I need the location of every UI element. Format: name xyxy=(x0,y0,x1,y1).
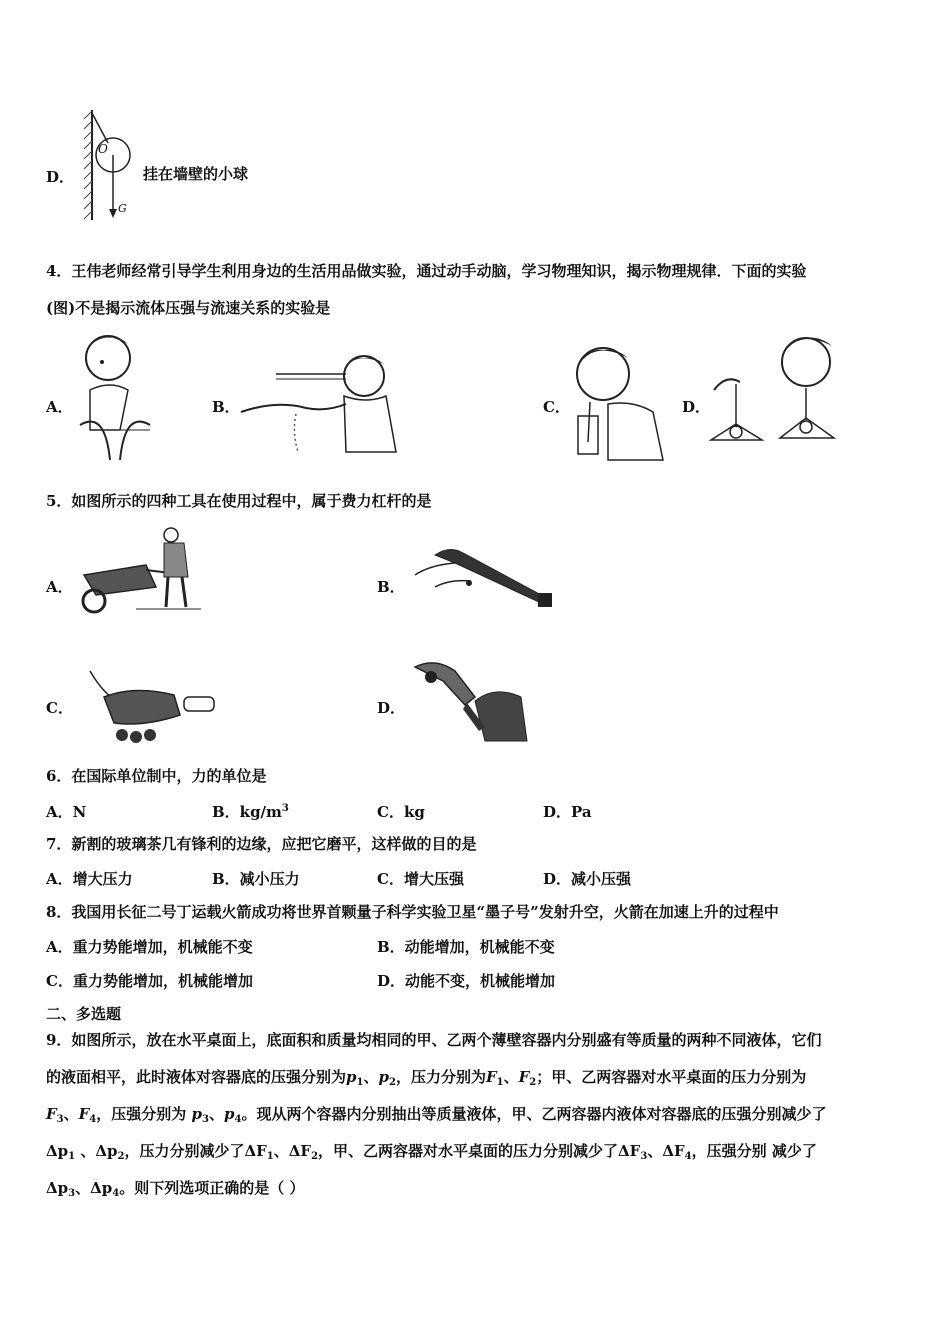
sep: 、 xyxy=(80,1142,96,1160)
q4-stem-line2: (图)不是揭示流体压强与流速关系的实验是 xyxy=(46,299,331,317)
idx: 2 xyxy=(117,1151,125,1162)
idx: 4 xyxy=(684,1151,692,1162)
q8-option-a: A．重力势能增加，机械能不变 xyxy=(46,938,253,956)
q8-option-c: C．重力势能增加，机械能增加 xyxy=(46,972,253,990)
q4-option-b-label: B． xyxy=(212,398,240,416)
idx: 3 xyxy=(56,1114,64,1125)
idx: 2 xyxy=(529,1077,537,1088)
q9-line5-text-a: 。则下列选项正确的是（ ） xyxy=(119,1179,305,1197)
q5-figure-b-fishing-rod xyxy=(405,545,560,615)
sym: Δp xyxy=(95,1142,118,1160)
q3-figure-o-label: O xyxy=(98,142,108,156)
idx: 2 xyxy=(311,1151,319,1162)
q9-line5 xyxy=(46,1178,304,1198)
q6-stem: 6．在国际单位制中，力的单位是 xyxy=(46,767,267,785)
sep: 、 xyxy=(273,1142,289,1160)
q3-figure-g-label: G xyxy=(118,202,127,215)
q5-figure-a-wheelbarrow xyxy=(76,525,206,615)
q5-stem: 5．如图所示的四种工具在使用过程中，属于费力杠杆的是 xyxy=(46,492,432,510)
q9-line3-text-b: 。现从两个容器内分别抽出等质量液体，甲、乙两容器内液体对容器底的压强分别减少了 xyxy=(241,1105,827,1123)
q6-option-b xyxy=(212,801,289,822)
q9-line1: 9．如图所示，放在水平桌面上，底面积和质量均相同的甲、乙两个薄壁容器内分别盛有等质量的两种不同液体，它们 xyxy=(46,1031,822,1049)
q7-option-b: B．减小压力 xyxy=(212,870,300,888)
idx: 3 xyxy=(640,1151,648,1162)
q5-figure-d-nutcracker xyxy=(405,657,530,743)
q9-line2-text-c: ；甲、乙两容器对水平桌面的压力分别为 xyxy=(536,1068,807,1086)
sym: ΔF xyxy=(244,1142,267,1160)
q6-option-c: C．kg xyxy=(377,803,425,821)
sym: F xyxy=(46,1105,57,1123)
sym: p xyxy=(346,1068,357,1086)
q6-option-b-text: B．kg/m xyxy=(212,803,282,821)
sym: p xyxy=(378,1068,389,1086)
sym: p xyxy=(191,1105,203,1123)
sym: ΔF xyxy=(288,1142,312,1160)
sym: Δp xyxy=(90,1179,113,1197)
q7-option-c: C．增大压强 xyxy=(377,870,464,888)
q3-option-d-caption: 挂在墙壁的小球 xyxy=(143,165,249,183)
idx: 1 xyxy=(356,1077,364,1088)
idx: 3 xyxy=(68,1188,76,1199)
sym: ΔF xyxy=(662,1142,685,1160)
sep: 、 xyxy=(63,1105,79,1123)
sym: F xyxy=(485,1068,497,1086)
q8-option-b: B．动能增加，机械能不变 xyxy=(377,938,555,956)
sep: 、 xyxy=(75,1179,91,1197)
sep: 、 xyxy=(208,1105,224,1123)
q9-line4-text-b: ，甲、乙两容器对水平桌面的压力分别减少了 xyxy=(318,1142,619,1160)
sep: 、 xyxy=(647,1142,663,1160)
idx: 2 xyxy=(389,1077,396,1088)
idx: 1 xyxy=(496,1077,504,1088)
idx: 1 xyxy=(266,1151,274,1162)
q6-option-d: D．Pa xyxy=(543,803,592,821)
sym: Δp xyxy=(46,1142,69,1160)
idx: 1 xyxy=(68,1151,76,1162)
q4-option-c-label: C． xyxy=(543,398,570,416)
q7-option-d: D．减小压强 xyxy=(543,870,632,888)
sep: 、 xyxy=(503,1068,519,1086)
q9-line2-text-a: 的液面相平，此时液体对容器底的压强分别为 xyxy=(46,1068,347,1086)
q5-option-a-label: A． xyxy=(46,578,73,596)
q3-ball-on-wall-figure xyxy=(80,105,140,225)
q4-figure-c-drinking-straw xyxy=(568,342,668,462)
sym: ΔF xyxy=(618,1142,641,1160)
q4-figure-b-blowing-strip xyxy=(236,352,401,462)
sym: F xyxy=(78,1105,90,1123)
q9-line4 xyxy=(46,1141,817,1161)
q9-line2 xyxy=(46,1067,806,1087)
q4-figure-d-funnel-ping-pong xyxy=(706,332,856,462)
q8-option-d: D．动能不变，机械能增加 xyxy=(377,972,556,990)
q7-stem: 7．新割的玻璃茶几有锋利的边缘，应把它磨平，这样做的目的是 xyxy=(46,835,477,853)
sym: Δp xyxy=(46,1179,69,1197)
q9-line2-text-b: ，压力分别为 xyxy=(395,1068,486,1086)
idx: 4 xyxy=(234,1114,242,1125)
q8-stem: 8．我国用长征二号丁运载火箭成功将世界首颗量子科学实验卫星“墨子号”发射升空，火箭在加速上升的过程中 xyxy=(46,903,779,921)
q6-option-b-sup: 3 xyxy=(281,803,289,814)
q6-option-a: A．N xyxy=(46,803,87,821)
sym: F xyxy=(518,1068,530,1086)
q4-figure-a-blowing-paper xyxy=(70,330,160,462)
sym: p xyxy=(224,1105,235,1123)
idx: 3 xyxy=(202,1114,209,1125)
section-2-title: 二、多选题 xyxy=(46,1005,122,1023)
q9-line3-text-a: ，压强分别为 xyxy=(96,1105,187,1123)
q4-option-a-label: A． xyxy=(46,398,73,416)
q4-stem-line1: 4．王伟老师经常引导学生利用身边的生活用品做实验，通过动手动脑，学习物理知识，揭示物理规律．下面的实验 xyxy=(46,262,807,280)
q5-option-b-label: B． xyxy=(377,578,405,596)
q7-option-a: A．增大压力 xyxy=(46,870,133,888)
q9-line3 xyxy=(46,1104,826,1124)
q9-line4-text-c: ，压强分别 减少了 xyxy=(691,1142,817,1160)
q3-option-d-label: D． xyxy=(46,168,75,186)
q5-figure-c-pliers xyxy=(84,665,219,745)
q5-option-c-label: C． xyxy=(46,699,73,717)
q4-option-d-label: D． xyxy=(682,398,711,416)
q9-line4-text-a: ，压力分别减少了 xyxy=(124,1142,245,1160)
idx: 4 xyxy=(89,1114,97,1125)
q5-option-d-label: D． xyxy=(377,699,406,717)
sep: 、 xyxy=(363,1068,379,1086)
idx: 4 xyxy=(112,1188,120,1199)
